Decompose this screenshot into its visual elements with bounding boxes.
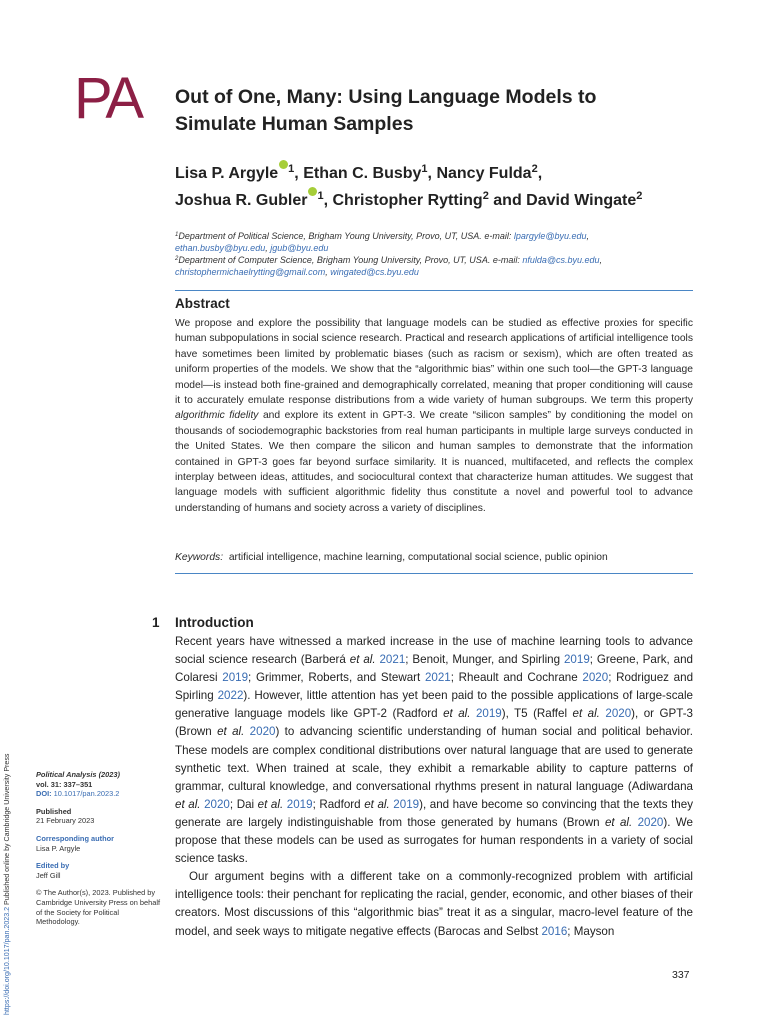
body-emphasis: et al. (604, 815, 633, 829)
citation-link[interactable]: 2019 (286, 797, 313, 811)
body-text-run: ; Rheault and Cochrane (450, 671, 583, 685)
body-text-run: ; Rodriguez and Spirling (175, 671, 694, 703)
body-emphasis: et al. (175, 797, 201, 811)
author-separator: , (537, 165, 543, 182)
body-text-run: Recent years have witnessed a marked increase in the use of machine learning tools to advance social science research (Barberá (175, 635, 693, 667)
author-affiliation-marker: 1 (288, 163, 295, 175)
keywords-text: artificial intelligence, machine learning, computational social science, public opinion (228, 552, 608, 563)
abstract-part-2: and explore its extent in GPT-3. We create “silicon samples” by conditioning the model on thousands of sociodemographic backstories from real human participants in multiple large surveys conducted in the United States. We then compare the silicon and human samples to demonstrate that the information contained in GPT-3 goes far beyond surface similarity. It is nuanced, multifaceted, and reflects the complex interplay between ideas, attitudes, and sociocultural context that characterize human attitudes. We suggest that language models with sufficient algorithmic fidelity thus constitute a novel and powerful tool to advance understanding of humans and society across a variety of disciplines. (175, 410, 693, 514)
paper-title: Out of One, Many: Using Language Models to Simulate Human Samples (175, 86, 597, 135)
page-number: 337 (672, 969, 690, 981)
editor-name: Jeff Gill (36, 870, 61, 880)
author-separator: , (427, 165, 437, 182)
citation-link[interactable]: 2020 (637, 815, 664, 829)
email-link[interactable]: wingated@cs.byu.edu (330, 267, 419, 277)
citation-link[interactable]: 2020 (249, 725, 276, 739)
section-number: 1 (152, 615, 160, 630)
abstract-heading: Abstract (175, 296, 230, 311)
body-text-run: ; Grimmer, Roberts, and Stewart (248, 671, 425, 685)
abstract-emphasis: algorithmic fidelity (175, 410, 259, 422)
email-link[interactable]: christophermichaelrytting@gmail.com (175, 267, 326, 277)
citation-link[interactable]: 2019 (475, 707, 502, 721)
corresponding-info (36, 834, 164, 853)
author-name: David Wingate (526, 192, 637, 209)
author-separator: and (488, 192, 527, 209)
body-text-run: Our argument begins with a different take on a commonly-recognized problem with artificial intelligence tools: their penchant for replicating the racial, gender, economic, and other biases of their creators. Most discussions of this “algorithmic bias” treat it as a singular, macro-level feature of the model, and seek ways to mitigate negative effects (Barocas and Selbst (175, 870, 693, 938)
body-emphasis: et al. (364, 797, 390, 811)
author-name: Ethan C. Busby (303, 165, 422, 182)
journal-logo: PA (74, 66, 142, 131)
citation-link[interactable]: 2022 (217, 689, 244, 703)
email-separator: , (265, 243, 271, 253)
abstract-text (175, 316, 693, 516)
author-name: Joshua R. Gubler (175, 192, 308, 209)
email-link[interactable]: lpargyle@byu.edu (513, 231, 587, 241)
doi-line (36, 789, 164, 799)
email-link[interactable]: jgub@byu.edu (270, 243, 329, 253)
citation-link[interactable]: 2020 (204, 797, 230, 811)
body-paragraph (175, 633, 693, 868)
affiliation-1: $^1$Department of Political Science, Brigham Young University, Provo, UT, USA. e-mail: lpargyle@byu.edu, ethan.busby@byu.edu, jgub@byu.edu (175, 231, 590, 253)
copyright-notice: © The Author(s), 2023. Published by Cambridge University Press on behalf of the Society for Political Methodology. (36, 888, 161, 927)
citation-link[interactable]: 2019 (393, 797, 420, 811)
author-name: Christopher Rytting (332, 192, 483, 209)
body-emphasis: et al. (217, 725, 245, 739)
journal-name: Political Analysis (2023) (36, 770, 120, 779)
body-emphasis: et al. (443, 707, 471, 721)
email-link[interactable]: nfulda@cs.byu.edu (522, 255, 600, 265)
body-emphasis: et al. (349, 653, 376, 667)
body-text-run: ), and have become so convincing that the texts they generate are largely indistinguishable from those generated by humans (Brown (175, 797, 694, 829)
doi-label: DOI: (36, 789, 52, 799)
citation-link[interactable]: 2019 (563, 653, 590, 667)
author-affiliation-marker: 2 (531, 163, 538, 175)
author-affiliation-marker: 2 (636, 190, 643, 202)
author-name: Lisa P. Argyle (175, 165, 279, 182)
body-text-run: ). However, little attention has yet been paid to the possible applications of large-scale generative language models like GPT-2 (Radford (175, 689, 693, 721)
doi-link[interactable]: 10.1017/pan.2023.2 (51, 789, 120, 799)
citation-link[interactable]: 2019 (222, 671, 249, 685)
affiliation-2: $^2$Department of Computer Science, Brigham Young University, Provo, UT, USA. e-mail: nfulda@cs.byu.edu, christophermichaelrytting@gmail.com, wingated@cs.byu.edu (175, 255, 603, 277)
author-affiliation-marker: 1 (317, 190, 324, 202)
orcid-icon[interactable] (279, 160, 288, 169)
author-list (175, 160, 735, 214)
vertical-doi-strip (3, 754, 11, 1015)
email-separator: , (325, 267, 331, 277)
affiliation-2-marker: 2 (175, 256, 179, 262)
body-text-run: ; Mayson (567, 924, 615, 938)
body-text-run: ) to advancing scientific understanding of human social and political behavior. These models are complex conditional distributions over natural language that are used to generate synthetic text. When trained at scale, they exhibit a remarkable ability to capture patterns of grammar, cultural knowledge, and conversational rhythms present in natural language (Adiwardana (175, 725, 693, 793)
body-emphasis: et al. (572, 707, 600, 721)
email-link[interactable]: ethan.busby@byu.edu (175, 243, 266, 253)
body-text-run: ). We propose that these models can be used as surrogates for human respondents in a variety of social science tasks. (175, 815, 693, 866)
body-paragraph (175, 868, 693, 940)
author-separator: , (323, 192, 333, 209)
abstract-part-1: We propose and explore the possibility that language models can be studied as effective proxies for specific human subpopulations in social science research. Practical and research applications of artificial intelligence tools have sometimes been limited by problematic biases (such as racism or sexism), which are often treated as uniform properties of the models. We show that the “algorithmic bias” within one such tool—the GPT-3 language model—is instead both fine-grained and demographically correlated, meaning that proper conditioning will cause it to accurately emulate response distributions from a wide variety of human subgroups. We term this property (175, 318, 693, 407)
body-emphasis: et al. (257, 797, 284, 811)
author-affiliation-marker: 2 (482, 190, 489, 202)
citation-link[interactable]: 2021 (379, 653, 406, 667)
author-separator: , (294, 165, 304, 182)
body-text-run: ; Greene, Park, and Colaresi (175, 653, 693, 685)
body-text-run: ), or GPT-3 (Brown (175, 707, 694, 739)
body-text-run: ), T5 (Raffel (501, 707, 573, 721)
body-text-run: ; Benoit, Munger, and Spirling (405, 653, 564, 667)
abstract-top-rule (175, 290, 693, 291)
author-name: Nancy Fulda (436, 165, 532, 182)
author-affiliation-marker: 1 (421, 163, 428, 175)
affiliation-1-marker: 1 (175, 232, 179, 238)
keywords-label: Keywords: (175, 552, 224, 563)
corresponding-name: Lisa P. Argyle (36, 843, 81, 853)
edited-label: Edited by (36, 861, 70, 871)
vertical-doi-link[interactable]: https://doi.org/10.1017/pan.2023.2 (3, 906, 11, 1015)
citation-link[interactable]: 2020 (582, 671, 609, 685)
section-title: Introduction (175, 615, 254, 630)
affiliations (175, 230, 695, 278)
affiliation-2-text: Department of Computer Science, Brigham Young University, Provo, UT, USA. e-mail: (178, 255, 523, 265)
article-info-sidebar (36, 770, 164, 927)
vertical-published-text: Published online by Cambridge University Press (3, 753, 11, 907)
journal-volume: vol. 31: 337–351 (36, 779, 93, 789)
published-date: 21 February 2023 (36, 816, 95, 826)
citation-link[interactable]: 2016 (541, 924, 568, 938)
editor-info (36, 861, 164, 880)
corresponding-label: Corresponding author (36, 833, 115, 843)
body-text (175, 633, 693, 941)
citation-link[interactable]: 2020 (605, 707, 632, 721)
affiliation-1-text: Department of Political Science, Brigham Young University, Provo, UT, USA. e-mail: (178, 231, 514, 241)
journal-info (36, 770, 164, 799)
published-label: Published (36, 806, 72, 816)
abstract-bottom-rule (175, 573, 693, 574)
citation-link[interactable]: 2021 (424, 671, 451, 685)
keywords (175, 552, 693, 563)
published-info (36, 807, 164, 826)
body-text-run: ; Dai (229, 797, 258, 811)
body-text-run: ; Radford (312, 797, 365, 811)
